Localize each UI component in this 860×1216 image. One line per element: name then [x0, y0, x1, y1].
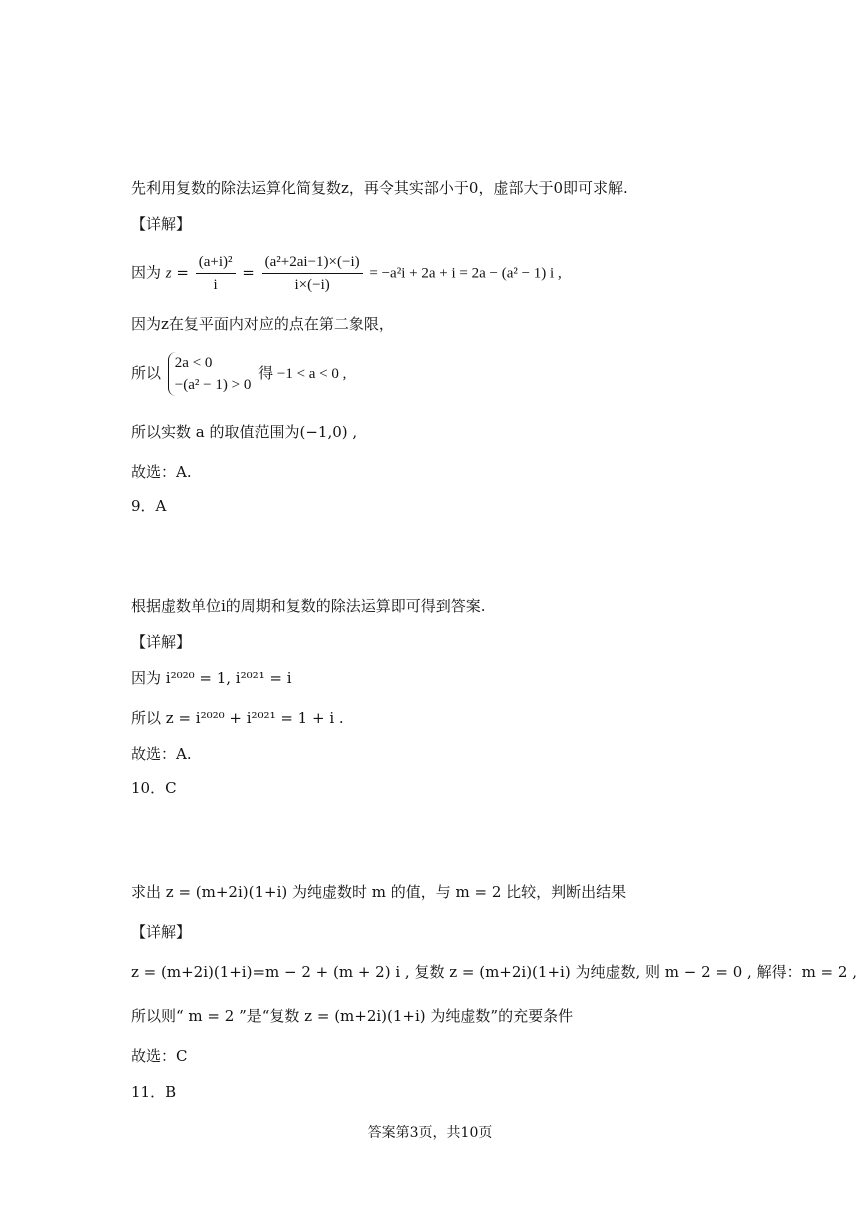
- q8-fraction-2-num: (a²+2ai−1)×(−i): [262, 252, 363, 274]
- page-footer: 答案第3页，共10页: [367, 1125, 493, 1141]
- q8-system-row-1: 2a < 0: [174, 355, 213, 371]
- q10-step1: z = (m+2i)(1+i)=m − 2 + (m + 2) i , 复数 z = (m+2i)(1+i) 为纯虚数, 则 m − 2 = 0 , 解得：m = 2 ,: [131, 963, 857, 981]
- q8-step2: 因为z在复平面内对应的点在第二象限，: [131, 315, 394, 333]
- q8-step1: 因为 z = $\frac{\text{(a+i)²}}{i}$ = $\frac{\text{(a²+2ai−1)×(−i)}}{i\times(-i)}$ = −a²i + 2a + i = 2a − (a² − 1) i ,: [131, 254, 562, 293]
- q9-detail-label: 【详解】: [131, 633, 192, 651]
- q10-detail-label: 【详解】: [131, 923, 192, 941]
- q8-step3-suffix: 得 −1 < a < 0 ,: [258, 366, 347, 382]
- q8-fraction-2: [262, 252, 363, 295]
- q8-detail-label: 【详解】: [131, 215, 192, 233]
- q8-fraction-1-num: (a+i)²: [196, 252, 236, 274]
- q8-analysis: 先利用复数的除法运算化简复数z，再令其实部小于0，虚部大于0即可求解.: [131, 179, 628, 197]
- q8-step1-prefix: 因为: [131, 263, 162, 282]
- q8-fraction-2-den: i×(−i): [294, 277, 330, 293]
- q8-step4: 所以实数 a 的取值范围为(−1,0) ,: [131, 423, 358, 441]
- q10-choice: 故选：C: [131, 1047, 188, 1065]
- q9-step1: 因为 i²⁰²⁰ = 1, i²⁰²¹ = i: [131, 669, 292, 687]
- q9-step2: 所以 z = i²⁰²⁰ + i²⁰²¹ = 1 + i .: [131, 709, 344, 727]
- q10-analysis: 求出 z = (m+2i)(1+i) 为纯虚数时 m 的值，与 m = 2 比较，判断出结果: [131, 883, 627, 901]
- q9-analysis: 根据虚数单位i的周期和复数的除法运算即可得到答案.: [131, 597, 486, 615]
- q8-step3-prefix: 所以: [131, 364, 162, 382]
- q10-heading: 10．C: [131, 779, 177, 797]
- q8-inequality-system: [168, 352, 252, 396]
- q8-step3: [131, 352, 346, 396]
- q8-choice: 故选：A.: [131, 463, 192, 481]
- q8-step1-result: = −a²i + 2a + i = 2a − (a² − 1) i ,: [369, 265, 562, 282]
- q10-step2: 所以则“ m = 2 ”是“复数 z = (m+2i)(1+i) 为纯虚数”的充要条件: [131, 1007, 574, 1025]
- q9-choice: 故选：A.: [131, 745, 192, 763]
- q8-system-row-2: −(a² − 1) > 0: [174, 377, 252, 393]
- q11-heading: 11．B: [131, 1083, 177, 1101]
- q8-fraction-1: [196, 252, 236, 295]
- q9-heading: 9．A: [131, 497, 167, 515]
- q8-fraction-1-den: i: [213, 277, 218, 293]
